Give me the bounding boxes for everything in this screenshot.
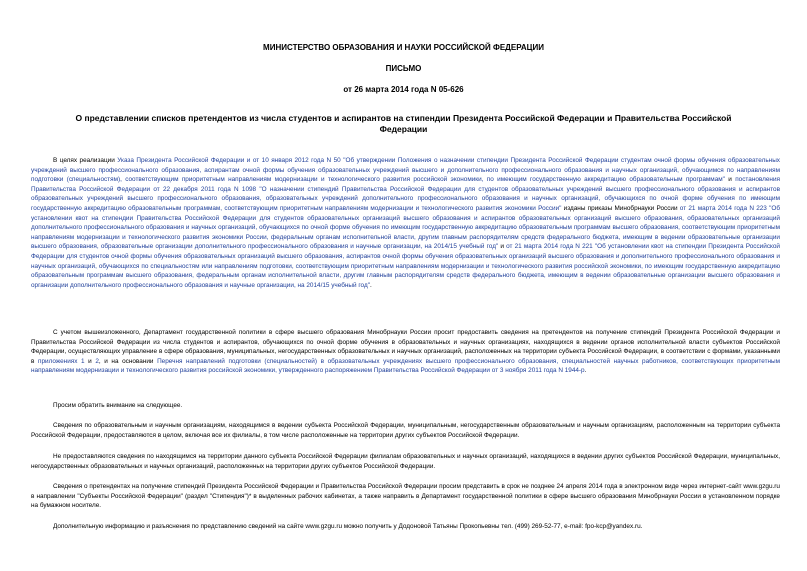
paragraph-1 <box>31 156 780 290</box>
document-date: от 26 марта 2014 года N 05-626 <box>343 85 464 94</box>
document-subject: О представлении списков претендентов из числа студентов и аспирантов на стипендии Президента Российской Федерации и Правительства Российской Федерации <box>75 113 732 134</box>
text: изданы приказы Минобрнауки России <box>561 204 680 212</box>
appendix-1-link[interactable]: приложениях 1 <box>37 357 85 365</box>
ukaz-50-link[interactable]: Указа Президента Российской Федерации и от 10 января 2012 года N 50 "Об утверждении Положения о назначении стипендии Президента Российской Федерации студентам очной формы обучения образовательных учреждений высшего профессионального образования, аспирантам очной формы обучения образовательных учреждений высшего и дополнительного профессионального образования и научных организаций, обучающимся по направлениям подготовки (специальностям), соответствующим приоритетным направлениям модернизации и технологического развития российской экономики, по имеющим государственную аккредитацию образовательным программам" <box>31 157 780 184</box>
text: С учетом вышеизложенного, Департамент государственной политики в сфере высшего образования Минобрнауки России просит предоставить сведения на претендентов на получение стипендий Президента Российской Федерации и Правительства Российской Федерации из числа студентов и аспирантов, обучающихся по очной форме обучения в образовательных и научных организациях, находящихся в ведении органов исполнительной власти субъектов Российской Федерации, осуществляющих управление в сфере образования, муниципальных, негосударственных образовательных и научных организаций, расположенных на территории субъекта Российской Федерации, в соответствии с формами, указанными в <box>31 329 780 365</box>
text: и <box>498 243 507 251</box>
text: и <box>724 176 736 184</box>
paragraph-3: Просим обратить внимание на следующее. <box>53 402 183 409</box>
paragraph-7: Дополнительную информацию и разъяснения по представлению сведений на сайте www.gzgu.ru можно получить у Додоновой Татьяны Прокопьевны тел. (499) 269-52-77, e-mail: fpo-kcp@yandex.ru. <box>53 523 643 530</box>
text: В целях реализации <box>53 157 118 164</box>
postanovlenie-1098-link[interactable]: постановления Правительства Российской Федерации от 22 декабря 2011 года N 1098 "О назначении стипендий Правительства Российской Федерации для студентов образовательных учреждений высшего профессионального образования и аспирантов образовательных учреждений высшего профессионального образования, образовательных учреждений дополнительного профессионального образования и научных организаций, обучающихся по очной форме обучения по имеющим государственную аккредитацию образовательным программам, соответствующим приоритетным направлениям модернизации и технологического развития экономики России" <box>31 176 780 212</box>
text: . <box>584 367 587 375</box>
perechen-link[interactable]: Перечня направлений подготовки (специальностей) в образовательных учреждениях высшего профессионального образования, специальностей научных работников, соответствующих приоритетным направлениям модернизации и технологического развития российской экономики, утвержденного распоряжением Правительства Российской Федерации от 3 ноября 2011 года N 1944-р <box>31 357 781 375</box>
text: . <box>369 281 372 289</box>
text: и <box>84 357 96 365</box>
prikaz-223-link[interactable]: от 21 марта 2014 года N 223 "Об установлении квот на стипендии Правительства Российской Федерации для студентов образовательных организаций высшего образования и аспирантов образовательных организаций высшего образования, образовательных организаций дополнительного профессионального образования и научных организаций, обучающихся по очной форме обучения по имеющим государственную аккредитацию образовательным программам высшего образования, соответствующим приоритетным направлениям модернизации и технологического развития экономики России, федеральным органам исполнительной власти, другим главным распорядителям средств федерального бюджета, имеющим в ведении образовательные организации высшего образования, образовательные организации дополнительного профессионального образования и научные организации, на 2014/15 учебный год" <box>31 204 781 251</box>
appendix-2-link[interactable]: 2 <box>95 357 99 365</box>
paragraph-4: Сведения по образовательным и научным организациям, находящимся в ведении субъекта Российской Федерации, муниципальным, негосударственным образовательным и научным организациям, расположенным на территории субъекта Российской Федерации, предоставляются в целом, включая все их филиалы, в том числе расположенные на территории других субъектов Российской Федерации. <box>31 422 780 439</box>
document-type: ПИСЬМО <box>385 64 422 73</box>
prikaz-221-link[interactable]: от 21 марта 2014 года N 221 "Об установлении квот на стипендии Президента Российской Федерации для студентов очной формы обучения образовательных организаций высшего образования, аспирантов очной формы обучения образовательных организаций высшего образования и дополнительного профессионального образования и научных организаций, обучающихся по специальностям или направлениям подготовки, соответствующим приоритетным направлениям модернизации и технологического развития российской экономики, по имеющим государственную аккредитацию образовательным программам высшего образования, федеральным органам исполнительной власти, другим главным распорядителям средств федерального бюджета, имеющим в ведении образовательные организации высшего образования и организации дополнительного профессионального образования и научные организации, на 2014/15 учебный год" <box>31 243 781 289</box>
paragraph-6: Сведения о претендентах на получение стипендий Президента Российской Федерации и Правительства Российской Федерации просим представить в срок не позднее 24 апреля 2014 года в электронном виде через интернет-сайт www.gzgu.ru в направлении "Субъекты Российской Федерации" (раздел "Стипендия")* в выделенных рабочих кабинетах, а также направить в Департамент государственной политики в сфере высшего образования Минобрнауки России в установленном порядке на бумажном носителе. <box>31 483 780 510</box>
ministry-name: МИНИСТЕРСТВО ОБРАЗОВАНИЯ И НАУКИ РОССИЙСКОЙ ФЕДЕРАЦИИ <box>263 43 544 52</box>
paragraph-2 <box>31 328 780 376</box>
text: , и на основании <box>98 357 158 365</box>
paragraph-5: Не предоставляются сведения по находящимся на территории данного субъекта Российской Федерации филиалам образовательных и научных организаций, находящихся в ведении других субъектов Российской Федерации, муниципальных, негосударственных образовательных и научных организаций, расположенных на территории других субъектов Российской Федерации. <box>31 453 780 470</box>
